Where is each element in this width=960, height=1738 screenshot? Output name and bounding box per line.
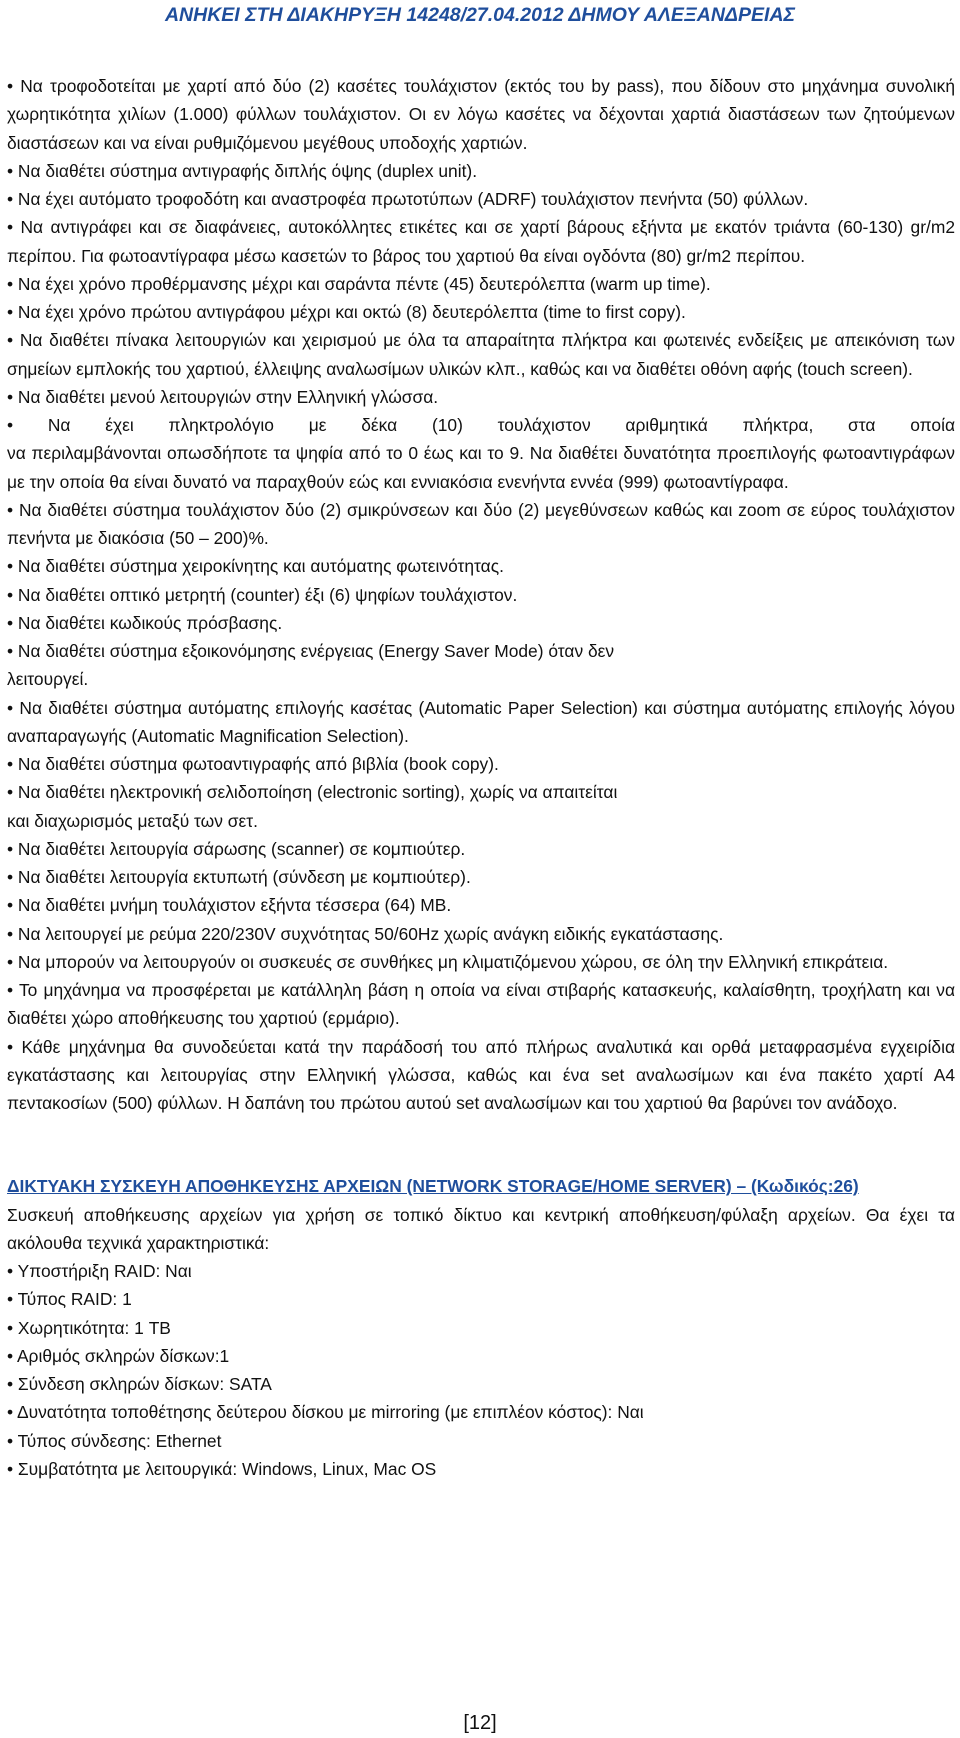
spec-disk-interface: • Σύνδεση σκληρών δίσκων: SATA [7, 1374, 272, 1394]
bullet-control-panel: • Να διαθέτει πίνακα λειτουργιών και χειρισμού με όλα τα απαραίτητα πλήκτρα και φωτεινές ενδείξεις με απεικόνιση των σημείων εμπλοκής του χαρτιού, έλλειψης αναλωσίμων υλικών κλπ., καθώς και να διαθέτει οθόνη αφής (touch screen). [7, 330, 955, 379]
spec-os-compatibility: • Συμβατότητα με λειτουργικά: Windows, Linux, Mac OS [7, 1458, 437, 1479]
bullet-power: • Να λειτουργεί με ρεύμα 220/230V συχνότητας 50/60Hz χωρίς ανάγκη ειδικής εγκατάστασης. [7, 923, 724, 944]
bullet-keypad: • Να έχει πληκτρολόγιο με δέκα (10) τουλάχιστον αριθμητικά πλήκτρα, στα οποία [7, 415, 955, 435]
bullet-zoom: • Να διαθέτει σύστημα τουλάχιστον δύο (2) σμικρύνσεων και δύο (2) μεγεθύνσεων καθώς και zoom σε εύρος τουλάχιστον πενήντα με διακόσια (50 – 200)%. [7, 499, 955, 548]
bullet-access-codes: • Να διαθέτει κωδικούς πρόσβασης. [7, 612, 283, 633]
bullet-greek-menu: • Να διαθέτει μενού λειτουργιών στην Ελληνική γλώσσα. [7, 386, 439, 407]
bullet-first-copy: • Να έχει χρόνο πρώτου αντιγράφου μέχρι και οκτώ (8) δευτερόλεπτα (time to first copy). [7, 302, 686, 322]
bullet-book-copy: • Να διαθέτει σύστημα φωτοαντιγραφής από βιβλία (book copy). [7, 754, 499, 774]
bullet-stand: • Το μηχάνημα να προσφέρεται με κατάλληλη βάση η οποία να είναι στιβαρής κατασκευής, καλαίσθητη, τροχήλατη και να διαθέτει χώρο αποθήκευσης του χαρτιού (ερμάριο). [7, 980, 955, 1029]
section-title: ΔΙΚΤΥΑΚΗ ΣΥΣΚΕΥΗ ΑΠΟΘΗΚΕΥΣΗΣ ΑΡΧΕΙΩΝ (NETWORK STORAGE/HOME SERVER) – (Κωδικός:26) [7, 1176, 859, 1197]
bullet-sorting: • Να διαθέτει ηλεκτρονική σελιδοποίηση (electronic sorting), χωρίς να απαιτείται [7, 782, 618, 803]
spec-raid-support: • Υποστήριξη RAID: Ναι [7, 1261, 192, 1281]
page-header: ΑΝΗΚΕΙ ΣΤΗ ΔΙΑΚΗΡΥΞΗ 14248/27.04.2012 ΔΗΜΟΥ ΑΛΕΞΑΝΔΡΕΙΑΣ [164, 4, 796, 26]
document-body [7, 72, 955, 1483]
bullet-manuals: • Κάθε μηχάνημα θα συνοδεύεται κατά την παράδοσή του από πλήρως αναλυτικά και ορθά μεταφρασμένα εγχειρίδια εγκατάστασης και λειτουργίας στην Ελληνική γλώσσα, καθώς και ένα set αναλωσίμων και ένα πακέτο χαρτί Α4 πεντακοσίων (500) φύλλων. Η δαπάνη του πρώτου αυτού set αναλωσίμων και του χαρτιού θα βαρύνει τον ανάδοχο. [7, 1036, 955, 1113]
bullet-media: • Να αντιγράφει και σε διαφάνειες, αυτοκόλλητες ετικέτες και σε χαρτί βάρους εξήντα με εκατόν τριάντα (60-130) gr/m2 περίπου. Για φωτοαντίγραφα μέσω κασετών το βάρος του χαρτιού θα είναι ογδόντα (80) gr/m2 περίπου. [7, 217, 955, 266]
spec-connection: • Τύπος σύνδεσης: Ethernet [7, 1430, 222, 1451]
bullet-duplex: • Να διαθέτει σύστημα αντιγραφής διπλής όψης (duplex unit). [7, 160, 478, 181]
bullet-warmup: • Να έχει χρόνο προθέρμανσης μέχρι και σαράντα πέντε (45) δευτερόλεπτα (warm up time). [7, 273, 711, 294]
spec-capacity: • Χωρητικότητα: 1 TB [7, 1317, 171, 1338]
bullet-energy-saver-continued: λειτουργεί. [7, 669, 89, 690]
bullet-counter: • Να διαθέτει οπτικό μετρητή (counter) έξι (6) ψηφίων τουλάχιστον. [7, 584, 518, 605]
bullet-scanner: • Να διαθέτει λειτουργία σάρωσης (scanner) σε κομπιούτερ. [7, 838, 466, 859]
section-spacer [7, 1117, 955, 1172]
bullet-sorting-continued: και διαχωρισμός μεταξύ των σετ. [7, 810, 258, 831]
section-intro: Συσκευή αποθήκευσης αρχείων για χρήση σε τοπικό δίκτυο και κεντρική αποθήκευση/φύλαξη αρχείων. Θα έχει τα ακόλουθα τεχνικά χαρακτηριστικά: [7, 1204, 955, 1253]
spec-mirroring: • Δυνατότητα τοποθέτησης δεύτερου δίσκου με mirroring (με επιπλέον κόστος): Ναι [7, 1402, 644, 1423]
bullet-environment: • Να μπορούν να λειτουργούν οι συσκευές σε συνθήκες μη κλιματιζόμενου χώρου, σε όλη την Ελληνική επικράτεια. [7, 951, 889, 972]
bullet-energy-saver: • Να διαθέτει σύστημα εξοικονόμησης ενέργειας (Energy Saver Mode) όταν δεν [7, 641, 615, 661]
spec-raid-type: • Τύπος RAID: 1 [7, 1289, 132, 1310]
bullet-brightness: • Να διαθέτει σύστημα χειροκίνητης και αυτόματης φωτεινότητας. [7, 556, 504, 577]
spec-disk-count: • Αριθμός σκληρών δίσκων:1 [7, 1345, 230, 1366]
bullet-keypad-continued: να περιλαμβάνονται οπωσδήποτε τα ψηφία από το 0 έως και το 9. Να διαθέτει δυνατότητα προεπιλογής φωτοαντιγράφων με την οποία θα είναι δυνατό να παραχθούν εώς και εννιακόσια ενενήντα εννέα (999) φωτοαντίγραφα. [7, 443, 955, 492]
page-number: [12] [463, 1712, 497, 1734]
bullet-auto-selection: • Να διαθέτει σύστημα αυτόματης επιλογής κασέτας (Automatic Paper Selection) και σύστημα αυτόματης επιλογής λόγου αναπαραγωγής (Automatic Magnification Selection). [7, 697, 955, 746]
bullet-printer: • Να διαθέτει λειτουργία εκτυπωτή (σύνδεση με κομπιούτερ). [7, 867, 471, 887]
bullet-adrf: • Να έχει αυτόματο τροφοδότη και αναστροφέα πρωτοτύπων (ADRF) τουλάχιστον πενήντα (50) φύλλων. [7, 189, 809, 209]
bullet-paper-trays: • Να τροφοδοτείται με χαρτί από δύο (2) κασέτες τουλάχιστον (εκτός του by pass), που δίδουν στο μηχάνημα συνολική χωρητικότητα χιλίων (1.000) φύλλων τουλάχιστον. Οι εν λόγω κασέτες να δέχονται χαρτιά διαστάσεων των ζητούμενων διαστάσεων και να είναι ρυθμιζόμενου μεγέθους υποδοχής χαρτιών. [7, 76, 955, 153]
bullet-memory: • Να διαθέτει μνήμη τουλάχιστον εξήντα τέσσερα (64) MB. [7, 895, 452, 916]
